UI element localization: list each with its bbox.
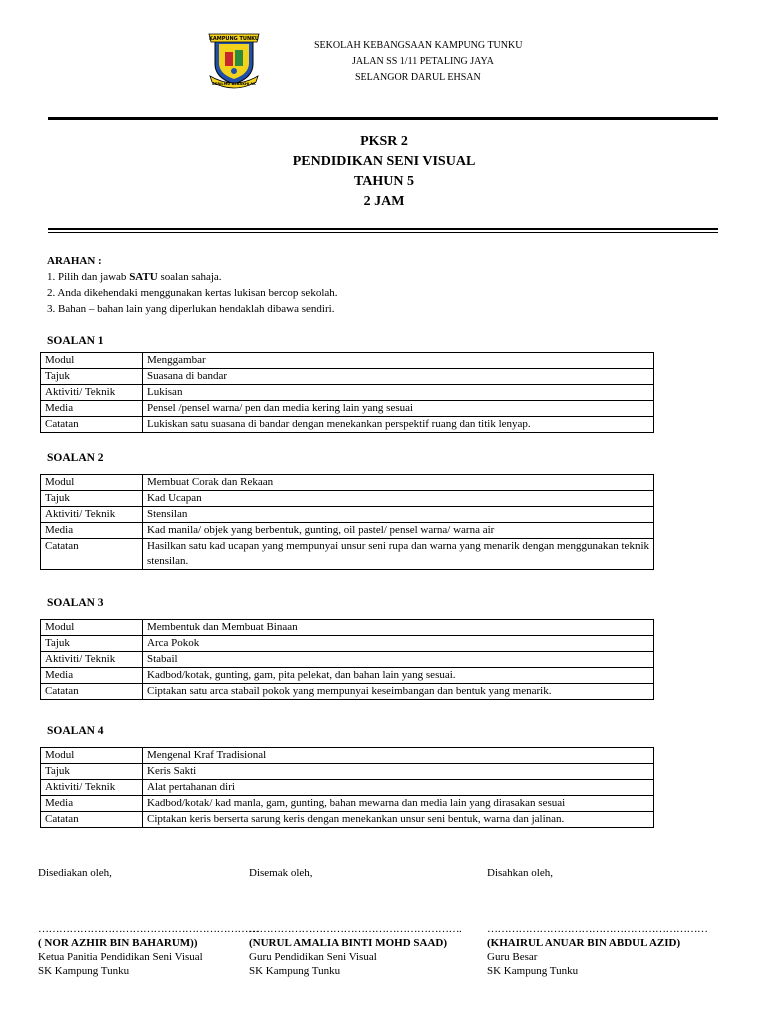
signature-2-name: (NURUL AMALIA BINTI MOHD SAAD) xyxy=(249,937,448,949)
row-value: Kadbod/kotak/ kad manla, gam, gunting, bahan mewarna dan media lain yang dirasakan sesuai xyxy=(143,796,654,812)
table-row xyxy=(41,812,654,828)
row-key: Media xyxy=(41,401,143,417)
question-4-heading: SOALAN 4 xyxy=(47,725,104,737)
row-value: Stabail xyxy=(143,652,654,668)
row-key: Media xyxy=(41,523,143,539)
question-1-heading: SOALAN 1 xyxy=(47,335,104,347)
question-1-table xyxy=(40,352,654,433)
row-key: Tajuk xyxy=(41,764,143,780)
instructions-heading: ARAHAN : xyxy=(47,255,102,267)
row-key: Aktiviti/ Teknik xyxy=(41,385,143,401)
row-value: Membentuk dan Membuat Binaan xyxy=(143,620,654,636)
row-key: Aktiviti/ Teknik xyxy=(41,652,143,668)
signature-2-label: Disemak oleh, xyxy=(249,867,313,879)
row-key: Media xyxy=(41,796,143,812)
signature-3-role: Guru Besar xyxy=(487,951,538,963)
row-value: Lukisan xyxy=(143,385,654,401)
signature-3-line: ……………………………………………………… xyxy=(487,923,708,935)
table-row xyxy=(41,620,654,636)
signature-2-org: SK Kampung Tunku xyxy=(249,965,341,977)
table-row xyxy=(41,401,654,417)
signature-1-name: ( NOR AZHIR BIN BAHARUM)) xyxy=(38,937,198,949)
row-value: Keris Sakti xyxy=(143,764,654,780)
row-key: Modul xyxy=(41,748,143,764)
instruction-item-2: 2. Anda dikehendaki menggunakan kertas lukisan bercop sekolah. xyxy=(47,287,338,299)
table-row xyxy=(41,652,654,668)
row-value: Hasilkan satu kad ucapan yang mempunyai unsur seni rupa dan warna yang menarik dengan menggunakan teknik stensilan. xyxy=(143,539,654,570)
signature-3-name: (KHAIRUL ANUAR BIN ABDUL AZID) xyxy=(487,937,681,949)
row-value: Alat pertahanan diri xyxy=(143,780,654,796)
signature-2-role: Guru Pendidikan Seni Visual xyxy=(249,951,377,963)
title-line-3: TAHUN 5 xyxy=(353,174,415,189)
row-value: Kad manila/ objek yang berbentuk, gunting, oil pastel/ pensel warna/ warna air xyxy=(143,523,654,539)
logo-banner-top: KAMPUNG TUNKU xyxy=(209,36,259,42)
signature-3-label: Disahkan oleh, xyxy=(487,867,553,879)
signature-2-line: ……………………………………………………. xyxy=(249,923,462,935)
signature-3-org: SK Kampung Tunku xyxy=(487,965,579,977)
row-key: Modul xyxy=(41,353,143,369)
row-value: Ciptakan keris berserta sarung keris dengan menekankan unsur seni bentuk, warna dan jalinan. xyxy=(143,812,654,828)
row-value: Kadbod/kotak, gunting, gam, pita pelekat, dan bahan lain yang sesuai. xyxy=(143,668,654,684)
table-row xyxy=(41,417,654,433)
row-value: Menggambar xyxy=(143,353,654,369)
row-key: Modul xyxy=(41,475,143,491)
row-value: Ciptakan satu arca stabail pokok yang mempunyai keseimbangan dan bentuk yang menarik. xyxy=(143,684,654,700)
instruction-item-1: 1. Pilih dan jawab SATU soalan sahaja. xyxy=(47,271,222,283)
row-key: Tajuk xyxy=(41,369,143,385)
table-row xyxy=(41,764,654,780)
row-key: Tajuk xyxy=(41,491,143,507)
question-3-table xyxy=(40,619,654,700)
row-value: Stensilan xyxy=(143,507,654,523)
table-row xyxy=(41,507,654,523)
table-row xyxy=(41,780,654,796)
row-key: Catatan xyxy=(41,812,143,828)
row-value: Arca Pokok xyxy=(143,636,654,652)
table-row xyxy=(41,491,654,507)
table-row xyxy=(41,523,654,539)
header-rule xyxy=(48,117,718,120)
question-3-heading: SOALAN 3 xyxy=(47,597,104,609)
row-key: Media xyxy=(41,668,143,684)
row-value: Suasana di bandar xyxy=(143,369,654,385)
title-line-4: 2 JAM xyxy=(363,194,405,209)
row-key: Catatan xyxy=(41,539,143,570)
table-row xyxy=(41,748,654,764)
table-row xyxy=(41,684,654,700)
school-address-1: JALAN SS 1/11 PETALING JAYA xyxy=(352,56,494,67)
row-key: Catatan xyxy=(41,417,143,433)
title-line-1: PKSR 2 xyxy=(360,134,408,149)
table-row xyxy=(41,385,654,401)
row-key: Modul xyxy=(41,620,143,636)
row-key: Aktiviti/ Teknik xyxy=(41,780,143,796)
signature-1-line: ……………………………………………………… xyxy=(38,923,259,935)
title-line-2: PENDIDIKAN SENI VISUAL xyxy=(292,154,476,169)
row-value: Membuat Corak dan Rekaan xyxy=(143,475,654,491)
table-row xyxy=(41,539,654,570)
signature-1-role: Ketua Panitia Pendidikan Seni Visual xyxy=(38,951,203,963)
question-2-heading: SOALAN 2 xyxy=(47,452,104,464)
table-row xyxy=(41,668,654,684)
signature-1-org: SK Kampung Tunku xyxy=(38,965,130,977)
school-logo xyxy=(207,30,261,88)
signature-1-label: Disediakan oleh, xyxy=(38,867,112,879)
table-row xyxy=(41,353,654,369)
table-row xyxy=(41,796,654,812)
row-key: Aktiviti/ Teknik xyxy=(41,507,143,523)
table-row xyxy=(41,475,654,491)
instruction-item-3: 3. Bahan – bahan lain yang diperlukan hendaklah dibawa sendiri. xyxy=(47,303,335,315)
table-row xyxy=(41,636,654,652)
table-row xyxy=(41,369,654,385)
row-value: Lukiskan satu suasana di bandar dengan menekankan perspektif ruang dan titik lenyap. xyxy=(143,417,654,433)
question-2-table xyxy=(40,474,654,570)
row-key: Catatan xyxy=(41,684,143,700)
row-value: Mengenal Kraf Tradisional xyxy=(143,748,654,764)
school-address-2: SELANGOR DARUL EHSAN xyxy=(355,72,481,83)
question-4-table xyxy=(40,747,654,828)
title-rule-top xyxy=(48,228,718,230)
row-value: Pensel /pensel warna/ pen dan media kering lain yang sesuai xyxy=(143,401,654,417)
row-value: Kad Ucapan xyxy=(143,491,654,507)
row-key: Tajuk xyxy=(41,636,143,652)
logo-banner-bottom: BERILMU BERAKHLAK xyxy=(212,82,256,86)
school-name: SEKOLAH KEBANGSAAN KAMPUNG TUNKU xyxy=(314,40,523,51)
title-rule-bottom xyxy=(48,232,718,233)
